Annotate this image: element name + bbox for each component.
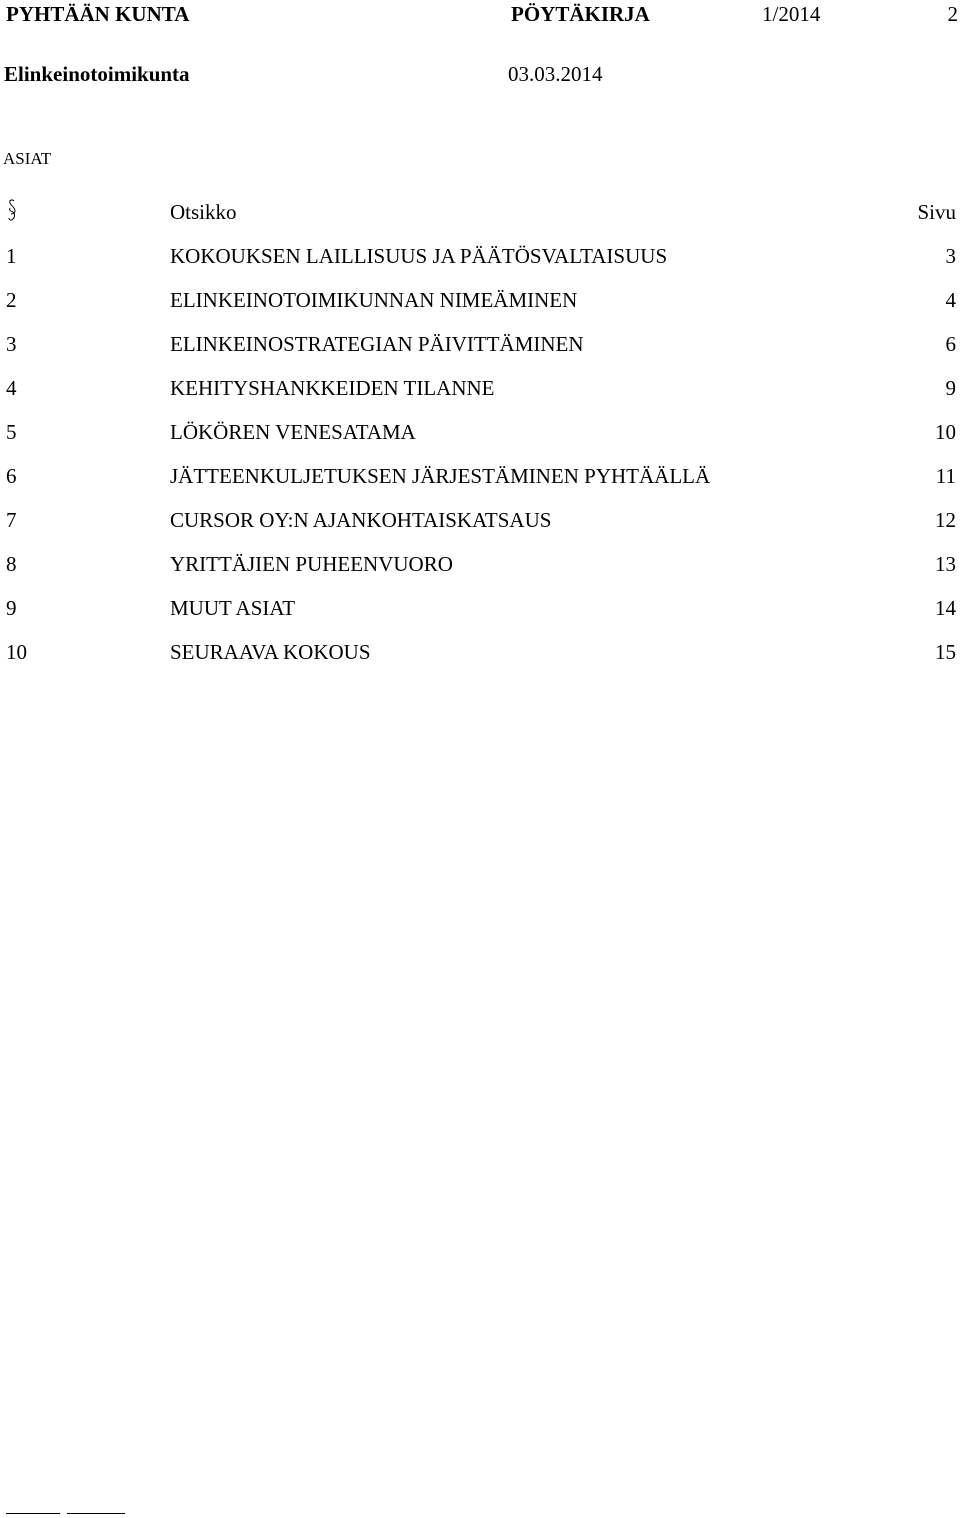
toc-row-number: 9 (6, 596, 17, 620)
toc-row-page: 3 (945, 244, 956, 268)
toc-row-title: YRITTÄJIEN PUHEENVUORO (170, 552, 453, 576)
toc-row-number: 3 (6, 332, 17, 356)
toc-row-title: ELINKEINOSTRATEGIAN PÄIVITTÄMINEN (170, 332, 584, 356)
toc-row-number: 6 (6, 464, 17, 488)
toc-row-page: 14 (935, 596, 956, 620)
toc-row-title: CURSOR OY:N AJANKOHTAISKATSAUS (170, 508, 552, 532)
toc-row-number: 10 (6, 640, 27, 664)
toc-row-page: 6 (945, 332, 956, 356)
toc-row-page: 4 (945, 288, 956, 312)
toc-row-page: 9 (945, 376, 956, 400)
column-header-title: Otsikko (170, 200, 237, 224)
toc-row-number: 7 (6, 508, 17, 532)
organization-name: PYHTÄÄN KUNTA (6, 2, 190, 26)
toc-row-title: LÖKÖREN VENESATAMA (170, 420, 416, 444)
toc-row-number: 2 (6, 288, 17, 312)
toc-row-title: ELINKEINOTOIMIKUNNAN NIMEÄMINEN (170, 288, 578, 312)
toc-row-title: KOKOUKSEN LAILLISUUS JA PÄÄTÖSVALTAISUUS (170, 244, 668, 268)
toc-row-number: 4 (6, 376, 17, 400)
toc-row-page: 10 (935, 420, 956, 444)
signature-line-2 (67, 1513, 125, 1514)
section-label: ASIAT (3, 149, 52, 168)
toc-row-title: KEHITYSHANKKEIDEN TILANNE (170, 376, 495, 400)
committee-name: Elinkeinotoimikunta (4, 62, 190, 86)
toc-row-page: 12 (935, 508, 956, 532)
document-type: PÖYTÄKIRJA (511, 2, 650, 26)
document-number: 1/2014 (762, 2, 821, 26)
toc-row-number: 8 (6, 552, 17, 576)
section-sign-icon (7, 198, 17, 224)
meeting-date: 03.03.2014 (508, 62, 603, 86)
signature-line-1 (6, 1513, 60, 1514)
column-header-page: Sivu (917, 200, 956, 224)
toc-row-page: 15 (935, 640, 956, 664)
page-number: 2 (947, 2, 958, 26)
toc-row-number: 1 (6, 244, 17, 268)
toc-row-title: SEURAAVA KOKOUS (170, 640, 371, 664)
toc-row-page: 11 (935, 464, 956, 488)
toc-row-title: JÄTTEENKULJETUKSEN JÄRJESTÄMINEN PYHTÄÄLLÄ (170, 464, 711, 488)
toc-row-page: 13 (935, 552, 956, 576)
toc-row-number: 5 (6, 420, 17, 444)
toc-row-title: MUUT ASIAT (170, 596, 296, 620)
